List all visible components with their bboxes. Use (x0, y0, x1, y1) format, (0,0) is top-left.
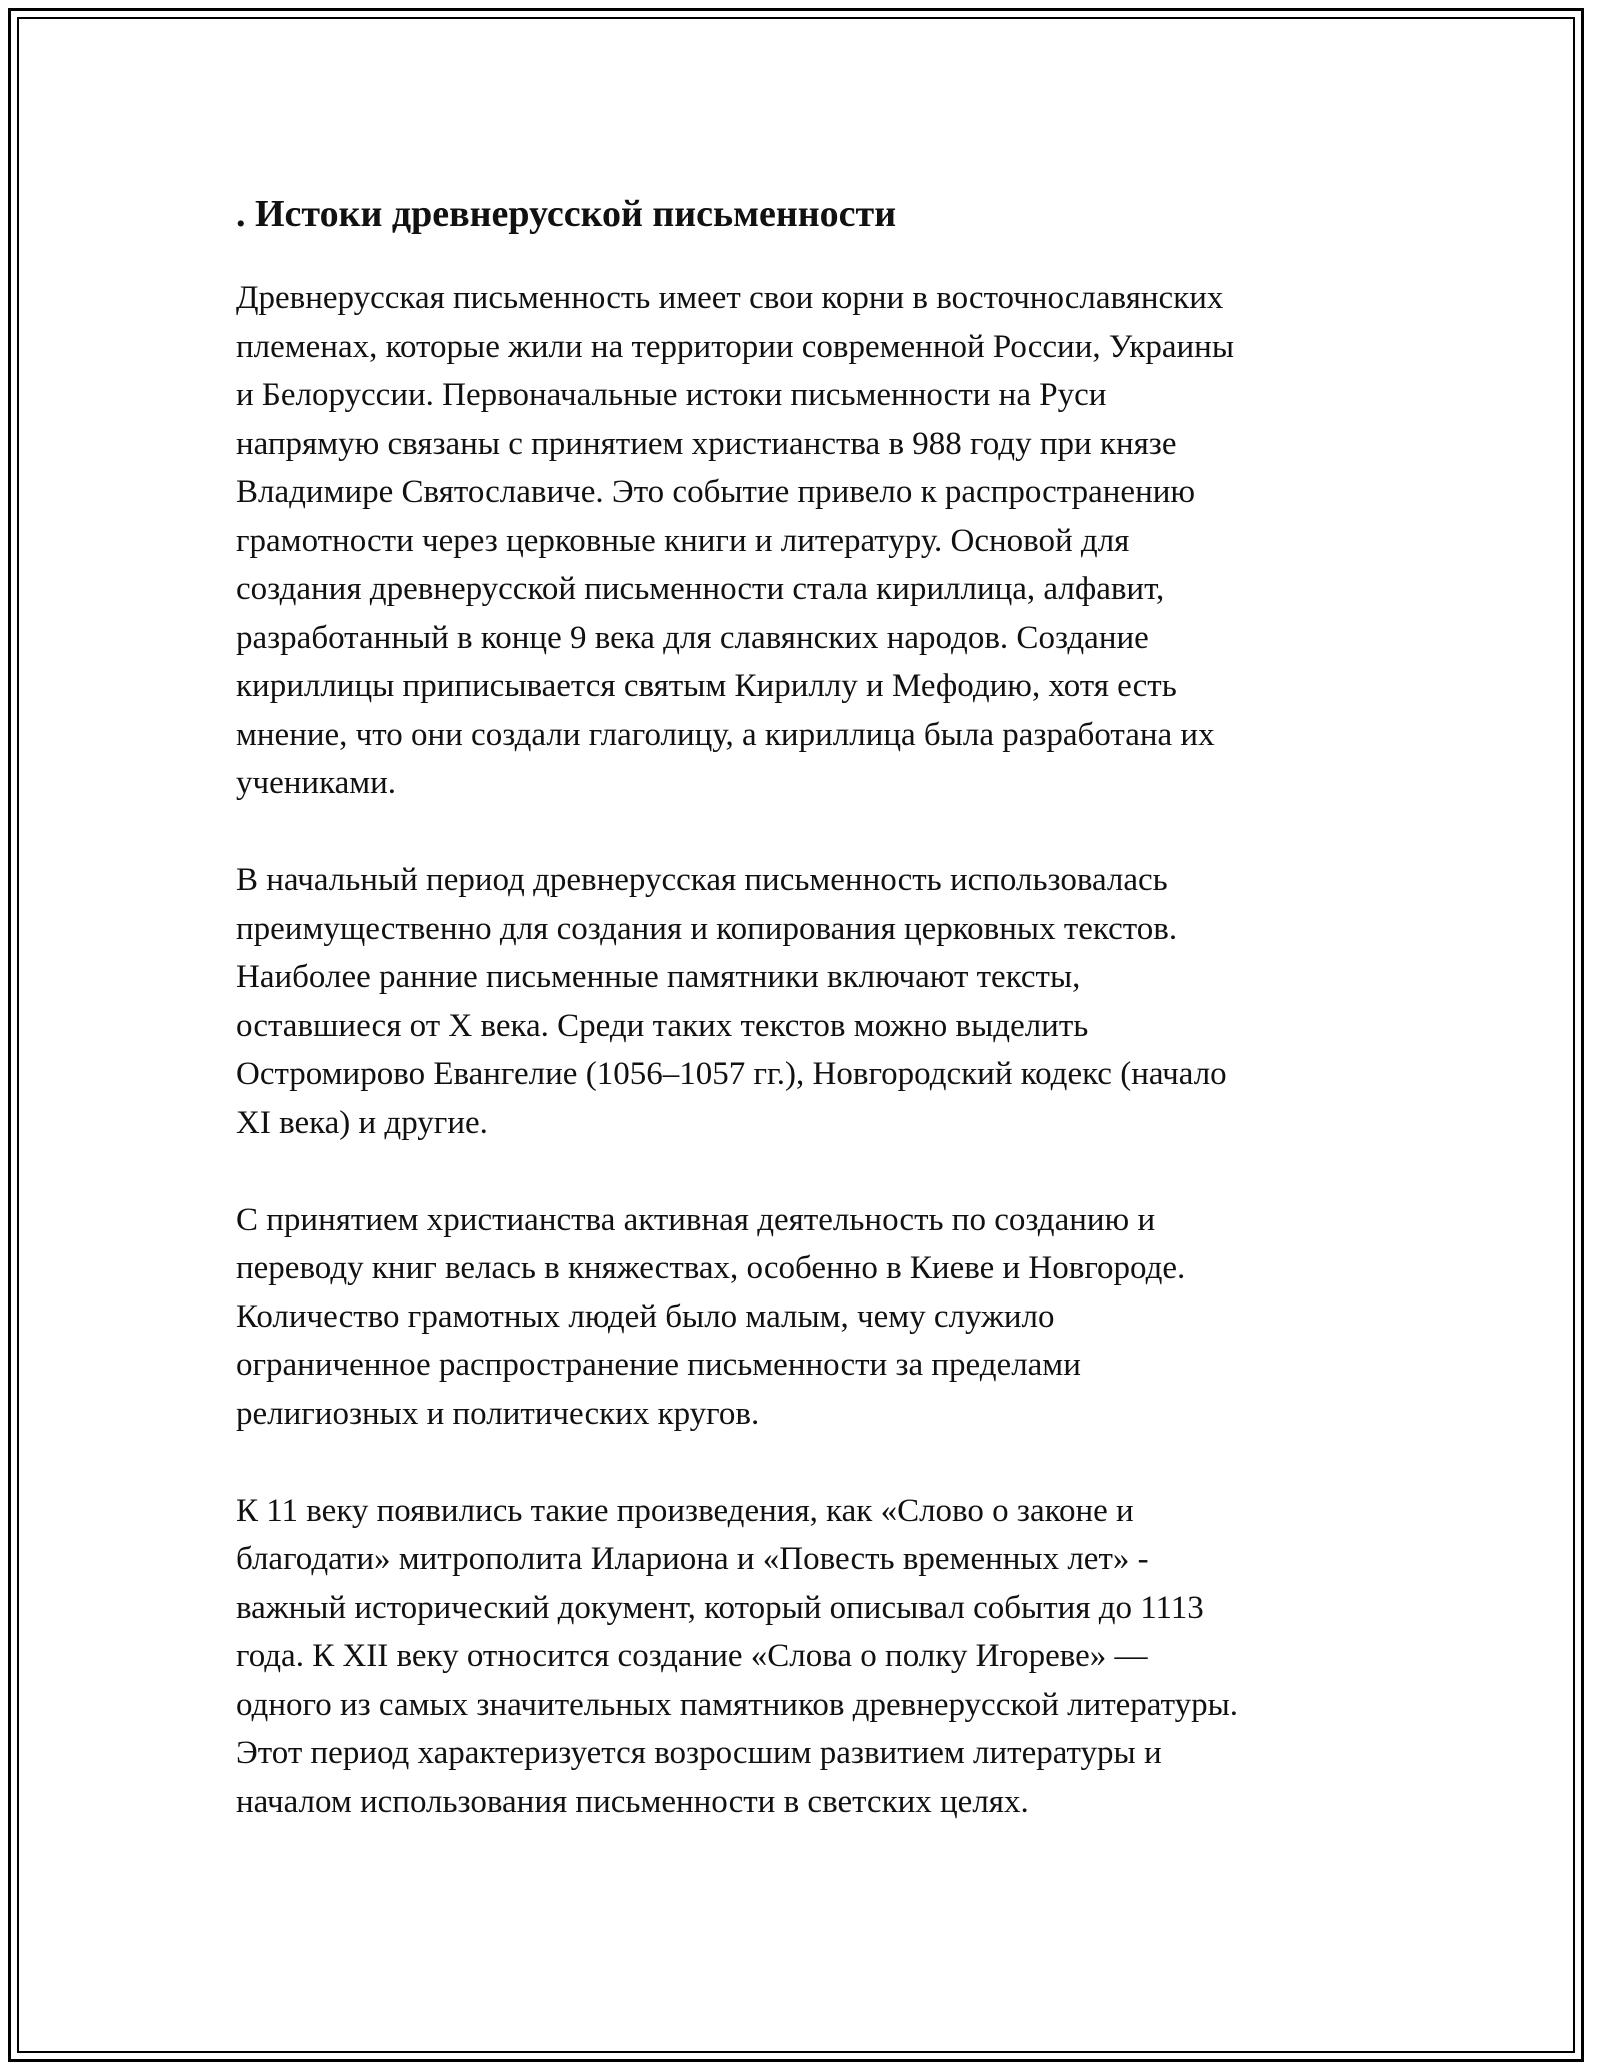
paragraph-early-period: В начальный период древнерусская письменность использовалась преимущественно для создания и копирования церковных текстов. Наиболее ранние письменные памятники включают тексты, оставшиеся от X века. Среди таких текстов можно выделить Остромирово Евангелие (1056–1057 гг.), Новгородский кодекс (начало XI века) и другие. (236, 862, 1227, 1141)
paragraph-origins: Древнерусская письменность имеет свои корни в восточнославянских племенах, которые жили на территории современной России, Украины и Белоруссии. Первоначальные истоки письменности на Руси напрямую связаны с принятием христианства в 988 году при князе Владимире Святославиче. Это событие привело к распространению грамотности через церковные книги и литературу. Основой для создания древнерусской письменности стала кириллица, алфавит, разработанный в конце 9 века для славянских народов. Создание кириллицы приписывается святым Кириллу и Мефодию, хотя есть мнение, что они создали глаголицу, а кириллица была разработана их учениками. (236, 280, 1235, 801)
paragraph-11th-century: К 11 веку появились такие произведения, как «Слово о законе и благодати» митрополита Илариона и «Повесть временных лет» - важный исторический документ, который описывал события до 1113 года. К XII веку относится создание «Слова о полку Игореве» — одного из самых значительных памятников древнерусской литературы. Этот период характеризуется возросшим развитием литературы и началом использования письменности в светских целях. (236, 1492, 1239, 1820)
page-title: . Истоки древнерусской письменности (236, 193, 897, 235)
document-body (236, 180, 1376, 1875)
paragraph-christianity: С принятием христианства активная деятельность по созданию и переводу книг велась в княжествах, особенно в Киеве и Новгороде. Количество грамотных людей было малым, чему служило ограниченное распространение письменности за пределами религиозных и политических кругов. (236, 1201, 1186, 1432)
